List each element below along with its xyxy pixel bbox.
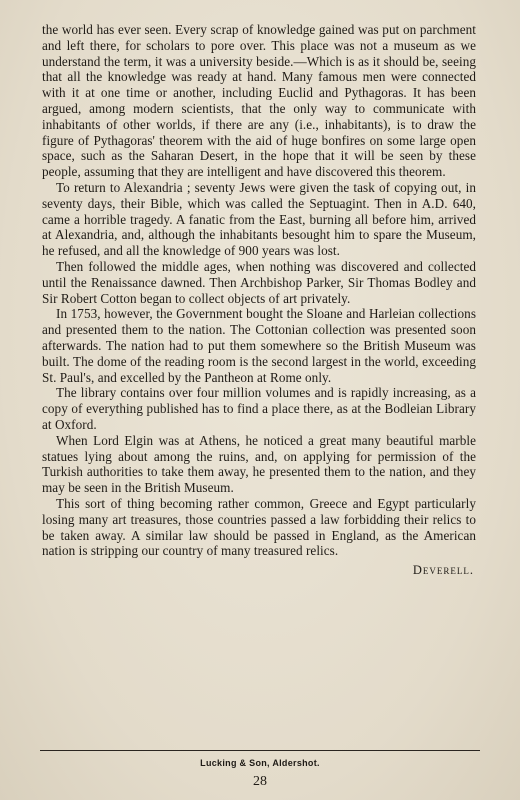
- paragraph-6: When Lord Elgin was at Athens, he noticed a great many beautiful marble statues lying about among the ruins, and, on applying for permission of the Turkish authorities to take them away, he presented them to the nation, and they may be seen in the British Museum.: [42, 432, 476, 496]
- paragraph-1: the world has ever seen. Every scrap of knowledge gained was put on parchment and left there, for scholars to pore over. This place was not a museum as we understand the term, it was a university beside.—Which is as it should be, seeing that all the knowledge was ready at hand. Many famous men were connected with it at one time or another, including Euclid and Pythagoras. It has been argued, among modern scientists, that the only way to communicate with inhabitants of other worlds, if there are any (i.e., inhabitants), is to draw the figure of Pythagoras' theorem with the aid of huge bonfires on some large open space, such as the Saharan Desert, in the hope that it will be seen by these people, assuming that they are intelligent and have discovered this theorem.: [42, 22, 476, 180]
- paragraph-7: This sort of thing becoming rather common, Greece and Egypt particularly losing many art treasures, those countries passed a law forbidding their relics to be taken away. A similar law should be passed in England, as the American nation is stripping our country of many treasured relics.: [42, 495, 476, 559]
- paragraph-4: In 1753, however, the Government bought the Sloane and Harleian collections and presented them to the nation. The Cottonian collection was presented soon afterwards. The nation had to put them somewhere so the British Museum was built. The dome of the reading room is the second largest in the world, exceeding St. Paul's, and excelled by the Pantheon at Rome only.: [42, 306, 476, 385]
- paragraph-5: The library contains over four million volumes and is rapidly increasing, as a copy of everything published has to find a place there, as at the Bodleian Library at Oxford.: [42, 385, 476, 432]
- footer-rule: [40, 750, 480, 751]
- paragraph-3: Then followed the middle ages, when nothing was discovered and collected until the Renaissance dawned. Then Archbishop Parker, Sir Thomas Bodley and Sir Robert Cotton began to collect objects of art privately.: [42, 258, 476, 306]
- author-signature: Deverell.: [412, 563, 474, 578]
- paragraph-2: To return to Alexandria ; seventy Jews were given the task of copying out, in seventy days, their Bible, which was called the Septuagint. Then in A.D. 640, came a horrible tragedy. A fanatic from the East, burning all before him, arrived at Alexandria, and, although the inhabitants besought him to spare the Museum, he refused, and all the knowledge of 900 years was lost.: [42, 179, 476, 259]
- printer-credit: Lucking & Son, Aldershot.: [200, 758, 320, 768]
- page-number: 28: [253, 774, 267, 789]
- article-body: [42, 22, 476, 579]
